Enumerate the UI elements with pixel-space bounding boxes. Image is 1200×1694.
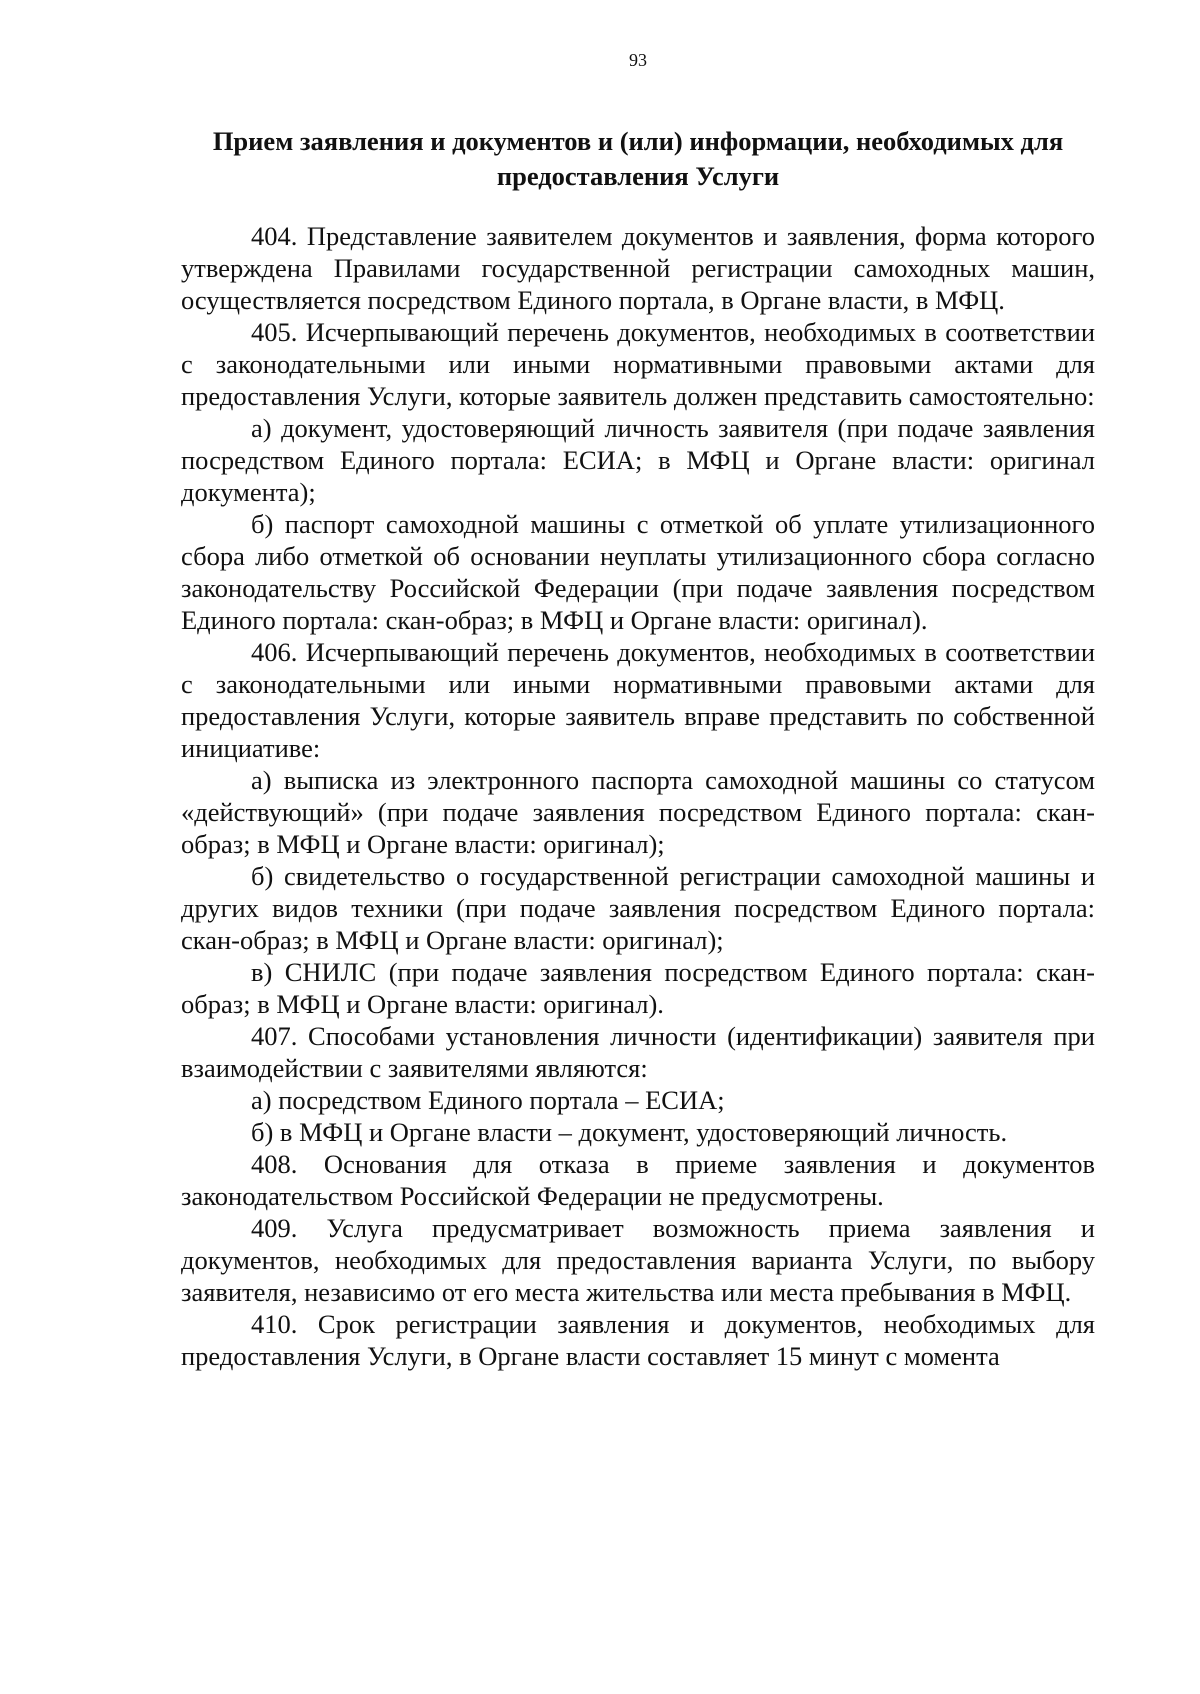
section-heading — [181, 124, 1095, 194]
page-number: 93 — [629, 50, 647, 70]
paragraph-407: 407. Способами установления личности (идентификации) заявителя при взаимодействии с заявителями являются: — [181, 1021, 1095, 1083]
paragraph-407-item-a: а) посредством Единого портала – ЕСИА; — [251, 1085, 725, 1115]
paragraph-405-item-b: б) паспорт самоходной машины с отметкой об уплате утилизационного сбора либо отметкой об основании неуплаты утилизационного сбора согласно законодательству Российской Федерации (при подаче заявления посредством Единого портала: скан-образ; в МФЦ и Органе власти: оригинал). — [181, 509, 1095, 635]
section-heading-line-2: предоставления Услуги — [496, 161, 780, 191]
paragraph-405: 405. Исчерпывающий перечень документов, необходимых в соответствии с законодательными или иными нормативными правовыми актами для предоставления Услуги, которые заявитель должен представить самостоятельно: — [181, 317, 1095, 411]
paragraph-406-item-c: в) СНИЛС (при подаче заявления посредством Единого портала: скан-образ; в МФЦ и Органе власти: оригинал). — [181, 957, 1095, 1019]
document-body — [181, 220, 1095, 1372]
paragraph-406-item-a: а) выписка из электронного паспорта самоходной машины со статусом «действующий» (при подаче заявления посредством Единого портала: скан-образ; в МФЦ и Органе власти: оригинал); — [181, 765, 1095, 859]
paragraph-406-item-b: б) свидетельство о государственной регистрации самоходной машины и других видов техники (при подаче заявления посредством Единого портала: скан-образ; в МФЦ и Органе власти: оригинал); — [181, 861, 1095, 955]
paragraph-406: 406. Исчерпывающий перечень документов, необходимых в соответствии с законодательными или иными нормативными правовыми актами для предоставления Услуги, которые заявитель вправе представить по собственной инициативе: — [181, 637, 1095, 763]
section-heading-line-1: Прием заявления и документов и (или) информации, необходимых для — [212, 126, 1064, 156]
paragraph-408: 408. Основания для отказа в приеме заявления и документов законодательством Российской Федерации не предусмотрены. — [181, 1149, 1095, 1211]
paragraph-410: 410. Срок регистрации заявления и документов, необходимых для предоставления Услуги, в Органе власти составляет 15 минут с момента — [181, 1309, 1095, 1371]
paragraph-404: 404. Представление заявителем документов и заявления, форма которого утверждена Правилами государственной регистрации самоходных машин, осуществляется посредством Единого портала, в Органе власти, в МФЦ. — [181, 221, 1095, 315]
paragraph-407-item-b: б) в МФЦ и Органе власти – документ, удостоверяющий личность. — [251, 1117, 1008, 1147]
paragraph-409: 409. Услуга предусматривает возможность приема заявления и документов, необходимых для предоставления варианта Услуги, по выбору заявителя, независимо от его места жительства или места пребывания в МФЦ. — [181, 1213, 1095, 1307]
paragraph-405-item-a: а) документ, удостоверяющий личность заявителя (при подаче заявления посредством Единого портала: ЕСИА; в МФЦ и Органе власти: оригинал документа); — [181, 413, 1095, 507]
